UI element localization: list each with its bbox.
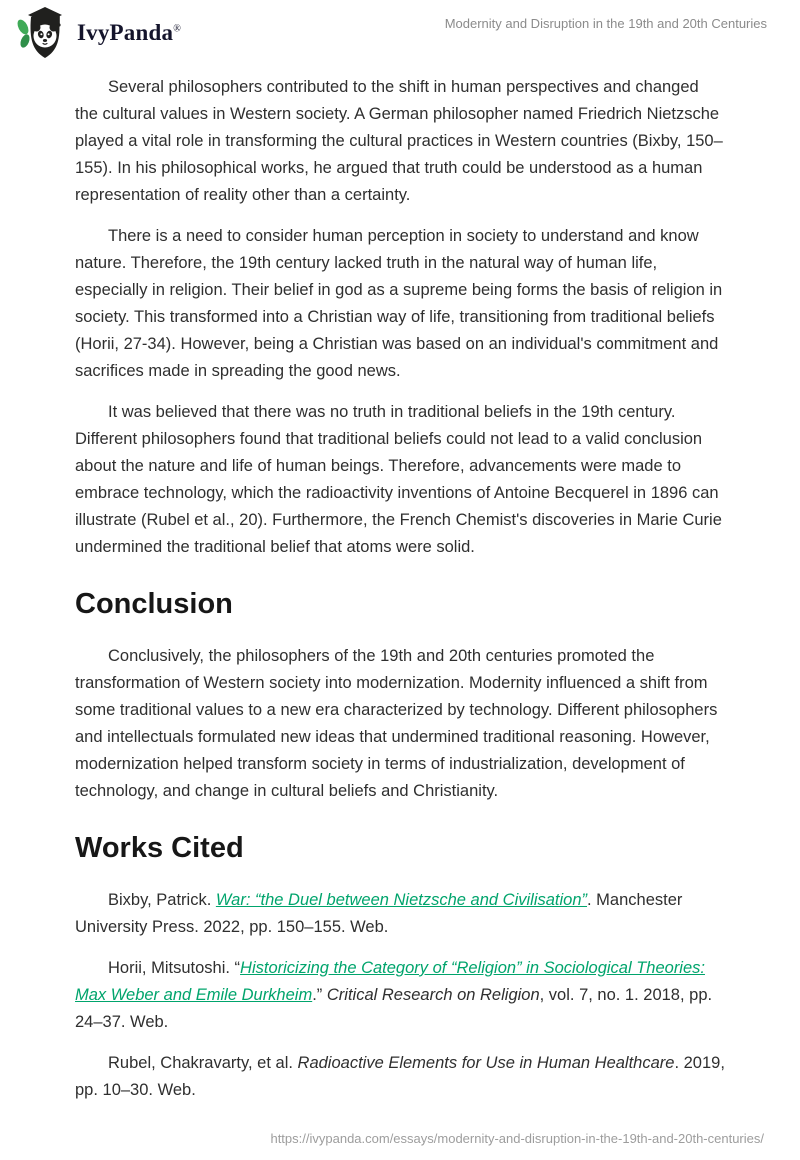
section-heading: Works Cited <box>75 832 244 864</box>
citation-text: Bixby, Patrick. <box>108 891 216 909</box>
page-footer <box>270 1130 764 1148</box>
page-header <box>0 0 800 60</box>
body-paragraph: It was believed that there was no truth in traditional beliefs in the 19th century. Different philosophers found that traditional beliefs could not lead to a valid conclusion about the nature and life of human beings. Therefore, advancements were made to embrace technology, which the radioactivity inventions of Antoine Becquerel in 1896 can illustrate (Rubel et al., 20). Furthermore, the French Chemist's discoveries in Marie Curie undermined the traditional belief that atoms were solid. <box>75 403 722 556</box>
body-paragraph: Conclusively, the philosophers of the 19th and 20th centuries promoted the transformation of Western society into modernization. Modernity influenced a shift from some traditional values to a new era characterized by technology. Different philosophers and intellectuals formulated new ideas that undermined traditional reasoning. However, modernization helped transform society in terms of industrialization, development of technology, and change in cultural beliefs and Christianity. <box>75 647 718 800</box>
citation-link[interactable]: War: “the Duel between Nietzsche and Civilisation” <box>215 891 588 909</box>
citation-text: Horii, Mitsutoshi. “ <box>108 959 241 977</box>
citation-entry <box>75 955 725 1036</box>
citation-work-title: Radioactive Elements for Use in Human Healthcare <box>297 1054 675 1072</box>
citation-link[interactable]: Historicizing the Category of “Religion” in Sociological Theories: Max Weber and Emile Durkheim <box>75 959 705 1004</box>
citation-text: . 2019, pp. 10–30. Web. <box>75 1054 725 1099</box>
body-paragraph: Several philosophers contributed to the shift in human perspectives and changed the cultural values in Western society. A German philosopher named Friedrich Nietzsche played a vital role in transforming the cultural practices in Western countries (Bixby, 150–155). In his philosophical works, he argued that truth could be understood as a human representation of reality other than a certainty. <box>75 78 723 204</box>
source-url-link[interactable]: https://ivypanda.com/essays/modernity-and-disruption-in-the-19th-and-20th-centuries/ <box>270 1131 764 1146</box>
brand[interactable] <box>14 6 181 60</box>
citation-text: , vol. 7, no. 1. 2018, pp. 24–37. Web. <box>75 986 713 1031</box>
citation-text: .” <box>312 986 327 1004</box>
document-title: Modernity and Disruption in the 19th and 20th Centuries <box>444 16 767 31</box>
ivypanda-logo-icon <box>14 6 68 60</box>
registered-mark: ® <box>173 23 181 35</box>
citation-text: . Manchester University Press. 2022, pp. 150–155. Web. <box>75 891 683 936</box>
brand-name: IvyPanda® <box>77 20 181 45</box>
body-paragraph: There is a need to consider human perception in society to understand and know nature. Therefore, the 19th century lacked truth in the natural way of human life, especially in religion. Their belief in god as a supreme being forms the basis of religion in society. This transformed into a Christian way of life, transitioning from traditional beliefs (Horii, 27-34). However, being a Christian was based on an individual's commitment and sacrifices made in spreading the good news. <box>75 227 723 380</box>
article-content <box>0 60 800 1104</box>
citation-entry <box>75 1050 725 1104</box>
section-heading: Conclusion <box>75 588 233 620</box>
citation-text: Rubel, Chakravarty, et al. <box>108 1054 298 1072</box>
citation-entry <box>75 887 725 941</box>
citation-work-title: Critical Research on Religion <box>326 986 540 1004</box>
